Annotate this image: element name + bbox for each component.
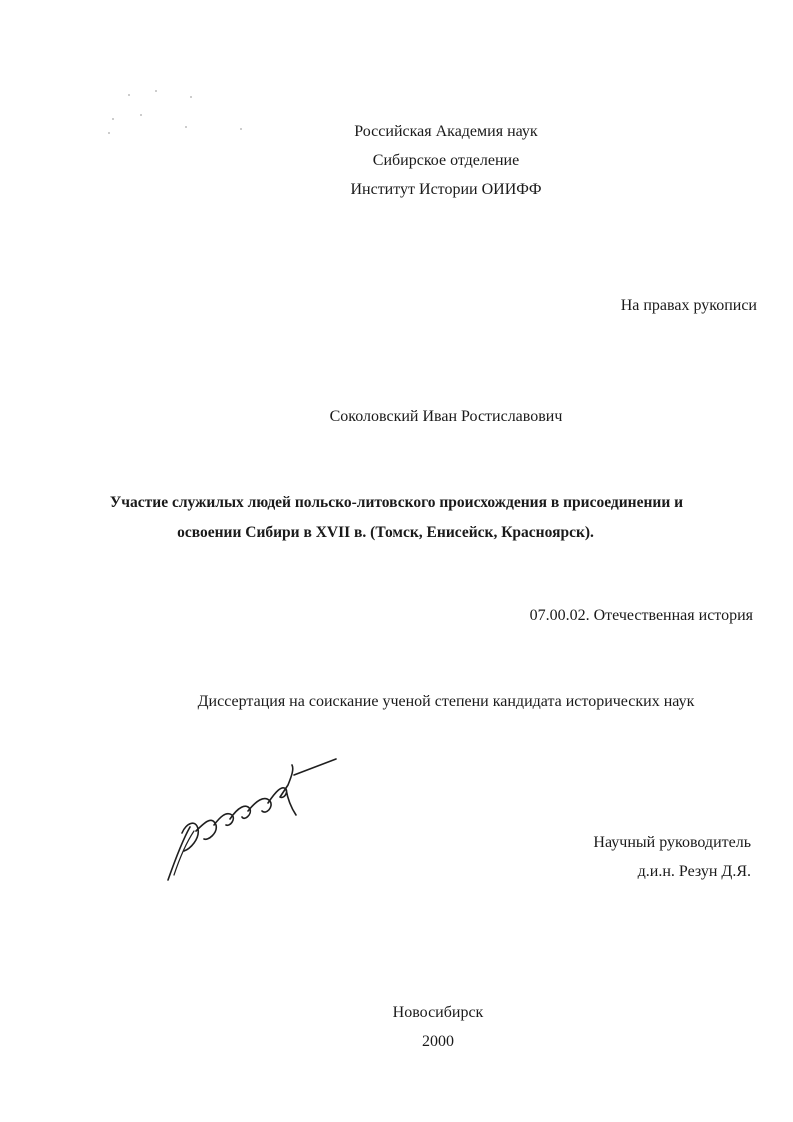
city: Новосибирск (392, 1004, 484, 1021)
author-name: Соколовский Иван Ростиславович (329, 408, 563, 425)
rights-note: На правах рукописи (620, 297, 757, 314)
supervisor-label: Научный руководитель (593, 834, 751, 851)
year: 2000 (422, 1033, 454, 1050)
organization-name: Российская Академия наук (354, 123, 538, 140)
thesis-title-line-1: Участие служилых людей польско-литовского происхождения в присоединении и (109, 494, 684, 511)
division-name: Сибирское отделение (372, 152, 520, 169)
supervisor-name: д.и.н. Резун Д.Я. (637, 863, 751, 880)
institute-name: Институт Истории ОИИФФ (350, 181, 542, 198)
thesis-title-line-2: освоении Сибири в XVII в. (Томск, Енисейск, Красноярск). (177, 524, 594, 541)
degree-statement: Диссертация на соискание ученой степени кандидата исторических наук (197, 693, 695, 710)
specialty-code: 07.00.02. Отечественная история (529, 607, 753, 624)
signature-mark (160, 745, 340, 890)
